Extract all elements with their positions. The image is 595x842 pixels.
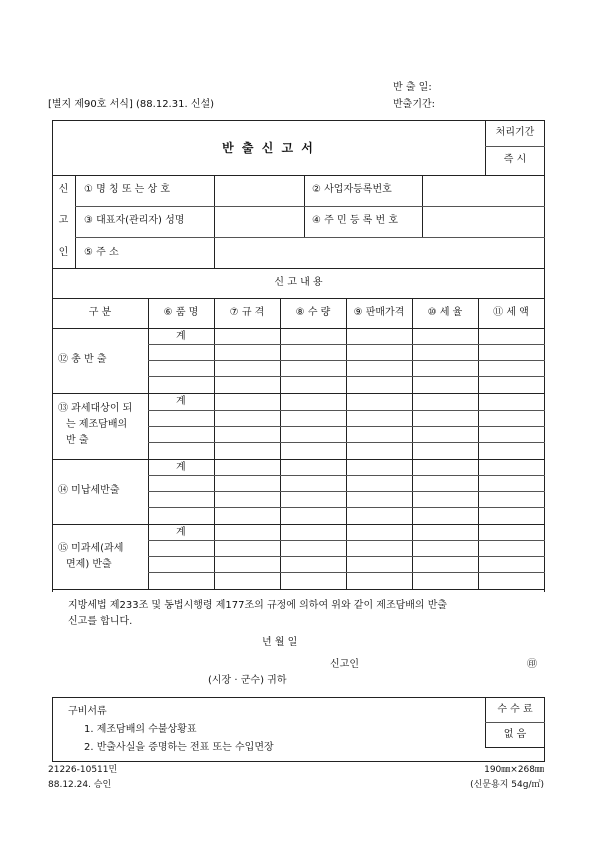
processing-period-label: 처리기간 [495,127,535,138]
total-label: 계 [176,331,186,342]
reporter-side-label-3: 인 [58,247,69,258]
footer-form-number: 21226-10511민 [48,765,118,775]
column-header-category: 구 분 [88,307,112,318]
category-total-export: ⑫ 총 반 출 [58,354,107,365]
reporter-side-label-2: 고 [58,215,69,226]
reporter-side-label-1: 신 [58,184,69,195]
document-item-2: 2. 반출사실을 증명하는 전표 또는 수입면장 [84,742,274,753]
column-header-tax-amount: ⑪ 세 액 [493,307,529,318]
report-date: 년 월 일 [262,637,298,648]
category-exempt-line2: 면제) 반출 [66,559,112,570]
resident-number-label: ④ 주 민 등 록 번 호 [312,215,398,226]
category-taxable-line3: 반 출 [66,435,89,446]
statement-line1: 지방세법 제233조 및 동법시행령 제177조의 규정에 의하여 위와 같이 제조담배의 반출 [68,600,448,611]
export-date-label: 반 출 일: [393,82,432,93]
report-content-header: 신 고 내 용 [274,277,323,288]
column-header-tax-rate: ⑩ 세 율 [427,307,463,318]
seal-mark: ㊞ [527,659,537,670]
reporter-signature-label: 신고인 [330,659,359,670]
document-item-1: 1. 제조담배의 수불상황표 [84,724,197,735]
statement-line2: 신고를 합니다. [68,616,133,627]
total-label: 계 [176,396,186,407]
address-label: ⑤ 주 소 [84,247,119,258]
footer-paper-type: (신문용지 54g/㎡) [470,780,544,790]
footer-paper-size: 190㎜×268㎜ [484,765,544,775]
column-header-price: ⑨ 판매가격 [353,307,405,318]
fee-label: 수 수 료 [497,704,533,715]
name-label: ① 명 칭 또 는 상 호 [84,184,170,195]
documents-header: 구비서류 [68,706,107,717]
export-period-label: 반출기간: [393,99,436,110]
column-header-spec: ⑦ 규 격 [229,307,265,318]
category-taxable-line2: 는 제조담배의 [66,419,128,430]
column-header-quantity: ⑧ 수 량 [295,307,331,318]
footer-approval: 88.12.24. 승인 [48,780,112,790]
form-label: [별지 제90호 서식] (88.12.31. 신설) [48,99,215,110]
category-taxable-line1: ⑬ 과세대상이 되 [58,403,133,414]
form-title: 반 출 신 고 서 [222,141,315,155]
fee-value: 없 음 [503,729,527,740]
column-header-item: ⑥ 품 명 [163,307,199,318]
category-unpaid-export: ⑭ 미납세반출 [58,485,120,496]
total-label: 계 [176,462,186,473]
total-label: 계 [176,527,186,538]
addressee: (시장 · 군수) 귀하 [208,675,287,686]
representative-label: ③ 대표자(관리자) 성명 [84,215,185,226]
category-exempt-line1: ⑮ 미과세(과세 [58,543,124,554]
processing-period-value: 즉 시 [503,154,527,165]
business-number-label: ② 사업자등록번호 [312,184,392,195]
